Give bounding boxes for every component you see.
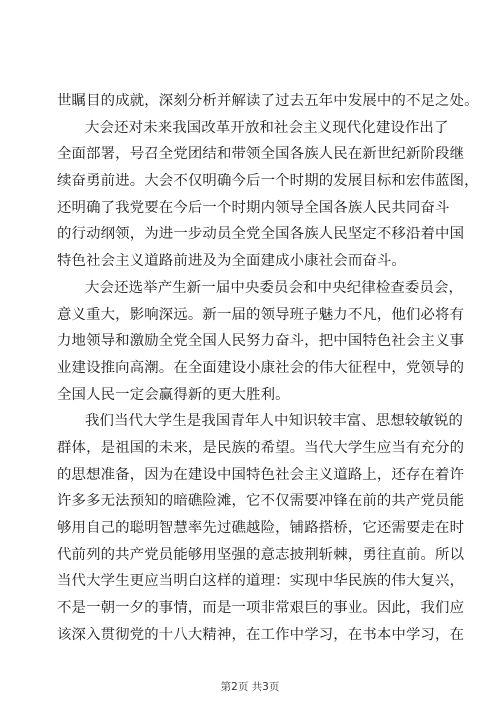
- text-line: 全面部署，号召全党团结和带领全国各族人民在新世纪新阶段继: [57, 146, 465, 163]
- document-body: [57, 88, 479, 648]
- text-line: 续奋勇前进。大会不仅明确今后一个时期的发展目标和宏伟蓝图，: [57, 173, 479, 190]
- text-line: 大会还选举产生新一届中央委员会和中央纪律检查委员会，: [85, 279, 464, 296]
- text-line: 的行动纲领，为进一步动员全党全国各族人民坚定不移沿着中国: [57, 226, 465, 243]
- text-line: 当代大学生更应当明白这样的道理：实现中华民族的伟大复兴，: [57, 573, 465, 590]
- text-line: 世瞩目的成就，深刻分析并解读了过去五年中发展中的不足之处。: [57, 93, 479, 109]
- text-line: 特色社会主义道路前进及为全面建成小康社会而奋斗。: [57, 253, 406, 270]
- text-line: 该深入贯彻党的十八大精神，在工作中学习，在书本中学习，在: [57, 626, 465, 643]
- text-line: 许多多无法预知的暗礁险滩，它不仅需要冲锋在前的共产党员能: [57, 493, 465, 510]
- text-line: 大会还对未来我国改革开放和社会主义现代化建设作出了: [85, 119, 449, 136]
- text-line: 全国人民一定会赢得新的更大胜利。: [57, 386, 290, 403]
- text-line: 群体，是祖国的未来，是民族的希望。当代大学生应当有充分的: [57, 439, 465, 456]
- text-line: 意义重大，影响深远。新一届的领导班子魅力不凡，他们必将有: [57, 306, 465, 323]
- text-line: 够用自己的聪明智慧率先过礁越险，铺路搭桥，它还需要走在时: [57, 520, 465, 536]
- text-line: 业建设推向高潮。在全面建设小康社会的伟大征程中，党领导的: [57, 359, 465, 376]
- text-line: 力地领导和激励全党全国人民努力奋斗，把中国特色社会主义事: [57, 333, 465, 350]
- page-footer: 第2页 共3页: [220, 681, 280, 693]
- text-line: 还明确了我党要在今后一个时期内领导全国各族人民共同奋斗: [57, 199, 450, 216]
- text-line: 的思想准备，因为在建设中国特色社会主义道路上，还存在着许: [57, 466, 465, 483]
- text-line: 我们当代大学生是我国青年人中知识较丰富、思想较敏锐的: [85, 413, 464, 430]
- text-line: 不是一朝一夕的事情，而是一项非常艰巨的事业。因此，我们应: [57, 600, 465, 617]
- text-line: 代前列的共产党员能够用坚强的意志披荆斩棘，勇往直前。所以: [57, 546, 465, 563]
